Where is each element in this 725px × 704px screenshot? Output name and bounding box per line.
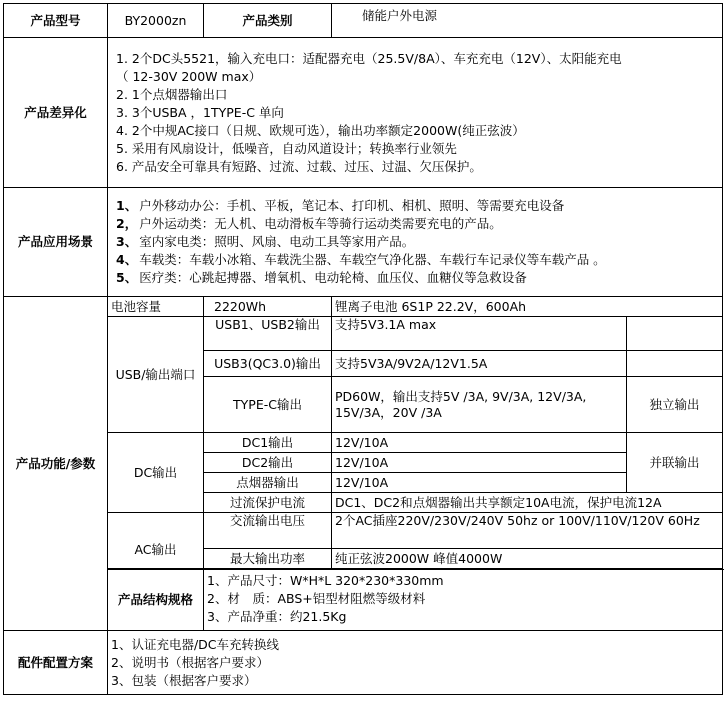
usb-group-label: USB/输出端口 bbox=[108, 317, 204, 433]
parallel-output: 并联输出 bbox=[627, 433, 723, 493]
acv-row bbox=[4, 513, 723, 549]
accessories-list bbox=[108, 631, 723, 695]
dc2-label: DC2输出 bbox=[204, 453, 332, 473]
battery-value: 2220Wh bbox=[204, 297, 332, 317]
apps-item bbox=[116, 251, 718, 269]
accessories-label: 配件配置方案 bbox=[4, 631, 108, 695]
battery-row bbox=[4, 297, 723, 317]
ocp-value: DC1、DC2和点烟器输出共享额定10A电流，保护电流12A bbox=[332, 493, 723, 513]
diff-item: 1. 2个DC头5521，输入充电口：适配器充电（25.5V/8A）、车充充电（12V）、太阳能充电 bbox=[116, 50, 622, 66]
accessories-row bbox=[4, 631, 723, 695]
usb1-label: USB1、USB2输出 bbox=[204, 317, 332, 351]
cig-value: 12V/10A bbox=[332, 473, 627, 493]
usb1-value: 支持5V3.1A max bbox=[332, 317, 627, 351]
apps-item bbox=[116, 215, 718, 233]
apps-item-text: 医疗类：心跳起搏器、增氧机、电动轮椅、血压仪、血糖仪等急救设备 bbox=[139, 270, 527, 285]
dc1-row bbox=[4, 433, 723, 453]
acp-label: 最大输出功率 bbox=[204, 549, 332, 569]
ocp-label: 过流保护电流 bbox=[204, 493, 332, 513]
apps-item bbox=[116, 233, 718, 251]
apps-item-num: 1、 bbox=[116, 198, 138, 213]
diff-list bbox=[108, 38, 723, 188]
apps-label: 产品应用场景 bbox=[4, 188, 108, 297]
acv-value: 2个AC插座220V/230V/240V 50hz or 100V/110V/120V 60Hz bbox=[332, 513, 723, 549]
diff-row bbox=[4, 38, 723, 188]
spec-table bbox=[3, 3, 723, 695]
apps-item-text: 车载类：车载小冰箱、车载洗尘器、车载空气净化器、车载行车记录仪等车载产品 。 bbox=[139, 252, 606, 267]
params-label: 产品功能/参数 bbox=[4, 297, 108, 631]
header-row bbox=[4, 4, 723, 38]
apps-item-num: 3、 bbox=[116, 234, 138, 249]
apps-item-num: 2， bbox=[116, 216, 138, 231]
diff-item: 3. 3个USBA ，1TYPE-C 单向 bbox=[116, 104, 284, 120]
usb1-note bbox=[627, 317, 723, 351]
apps-list bbox=[108, 188, 723, 297]
typec-value: PD60W，输出支持5V /3A, 9V/3A, 12V/3A, 15V/3A，20V /3A bbox=[332, 377, 627, 433]
category-value: 储能户外电源 bbox=[332, 4, 723, 38]
acv-label: 交流输出电压 bbox=[204, 513, 332, 549]
diff-item: 4. 2个中规AC接口（日规、欧规可选），输出功率额定2000W(纯正弦波） bbox=[116, 122, 525, 138]
dc2-value: 12V/10A bbox=[332, 453, 627, 473]
dc1-label: DC1输出 bbox=[204, 433, 332, 453]
model-label: 产品型号 bbox=[4, 4, 108, 38]
diff-item: （ 12-30V 200W max） bbox=[116, 68, 262, 84]
model-value: BY2000zn bbox=[108, 4, 204, 38]
apps-item bbox=[116, 197, 718, 215]
apps-item-text: 户外移动办公：手机、平板，笔记本、打印机、相机、照明、等需要充电设备 bbox=[139, 198, 565, 213]
accessories-item: 2、说明书（根据客户要求） bbox=[111, 654, 269, 670]
independent-output: 独立输出 bbox=[627, 377, 723, 433]
ac-group-label: AC输出 bbox=[108, 513, 204, 569]
usb3-note bbox=[627, 351, 723, 377]
diff-item: 5. 采用有风扇设计，低噪音，自动风道设计；转换率行业领先 bbox=[116, 140, 457, 156]
apps-row bbox=[4, 188, 723, 297]
structure-item: 2、材 质：ABS+铝型材阻燃等级材料 bbox=[207, 591, 426, 606]
typec-label: TYPE-C输出 bbox=[204, 377, 332, 433]
apps-item-num: 4、 bbox=[116, 252, 138, 267]
cig-label: 点烟器输出 bbox=[204, 473, 332, 493]
diff-item: 2. 1个点烟器输出口 bbox=[116, 86, 228, 102]
acp-value: 纯正弦波2000W 峰值4000W bbox=[332, 549, 723, 569]
dc-group-label: DC输出 bbox=[108, 433, 204, 513]
usb3-label: USB3(QC3.0)输出 bbox=[204, 351, 332, 377]
diff-item: 6. 产品安全可靠具有短路、过流、过载、过压、过温、欠压保护。 bbox=[116, 158, 482, 174]
structure-list bbox=[204, 570, 723, 631]
battery-label: 电池容量 bbox=[108, 297, 204, 317]
category-label: 产品类别 bbox=[204, 4, 332, 38]
accessories-item: 3、包装（根据客户要求） bbox=[111, 672, 257, 688]
usb3-value: 支持5V3A/9V2A/12V1.5A bbox=[332, 351, 627, 377]
structure-label: 产品结构规格 bbox=[108, 570, 204, 631]
apps-item bbox=[116, 269, 718, 287]
usb1-row bbox=[4, 317, 723, 351]
structure-row bbox=[4, 570, 723, 631]
diff-label: 产品差异化 bbox=[4, 38, 108, 188]
dc1-value: 12V/10A bbox=[332, 433, 627, 453]
apps-item-text: 室内家电类：照明、风扇、电动工具等家用产品。 bbox=[139, 234, 415, 249]
structure-item: 3、产品净重：约21.5Kg bbox=[207, 609, 347, 624]
apps-item-text: 户外运动类：无人机、电动滑板车等骑行运动类需要充电的产品。 bbox=[139, 216, 502, 231]
structure-item: 1、产品尺寸：W*H*L 320*230*330mm bbox=[207, 573, 444, 588]
accessories-item: 1、认证充电器/DC车充转换线 bbox=[111, 636, 280, 652]
apps-item-num: 5、 bbox=[116, 270, 138, 285]
battery-desc: 锂离子电池 6S1P 22.2V，600Ah bbox=[332, 297, 723, 317]
